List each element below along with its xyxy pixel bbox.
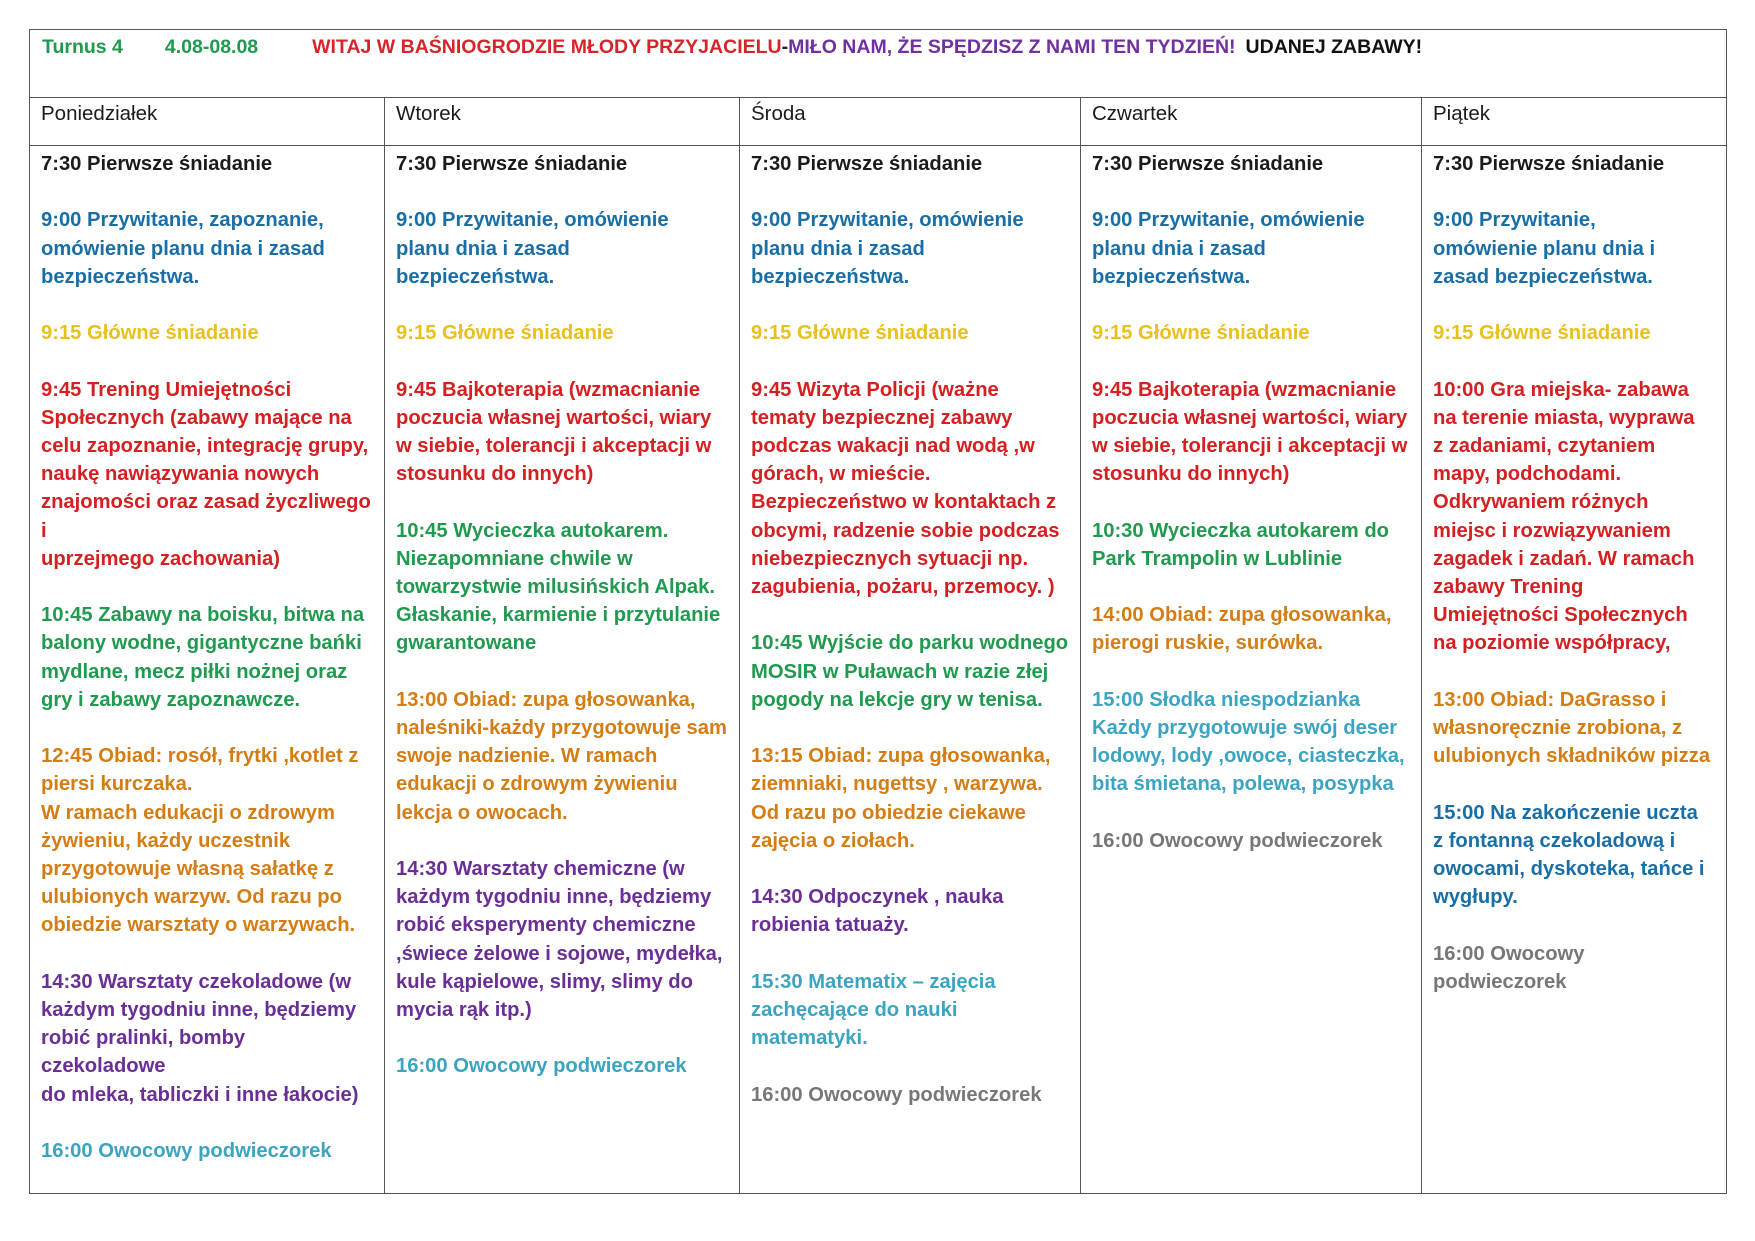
schedule-entry: 16:00 Owocowy podwieczorek (751, 1083, 1042, 1106)
schedule-entry: 15:30 Matematix – zajęcia zachęcające do nauki matematyki. (751, 970, 996, 1050)
schedule-entry: 7:30 Pierwsze śniadanie (1092, 153, 1324, 175)
schedule-entry: 7:30 Pierwsze śniadanie (41, 153, 273, 175)
schedule-entry: 13:00 Obiad: zupa głosowanka, naleśniki-każdy przygotowuje sam swoje nadzienie. W ramach edukacji o zdrowym żywieniu lekcja o owocach. (396, 688, 727, 824)
schedule-entry: 13:15 Obiad: zupa głosowanka, ziemniaki, nugettsy , warzywa. Od razu po obiedzie ciekawe zajęcia o ziołach. (751, 745, 1051, 852)
udanej-text: UDANEJ ZABAWY! (1245, 36, 1423, 58)
schedule-entry: 9:00 Przywitanie, zapoznanie, omówienie planu dnia i zasad bezpieczeństwa. (41, 209, 325, 288)
turnus-label: Turnus 4 (42, 36, 123, 58)
schedule-entry: 13:00 Obiad: DaGrasso i własnoręcznie zrobiona, z ulubionych składników pizza (1433, 688, 1711, 768)
day-column-piatek (1422, 146, 1727, 1194)
title-dash: - (781, 36, 789, 58)
title-row (30, 30, 1727, 98)
schedule-entry: 9:15 Główne śniadanie (1092, 322, 1310, 345)
schedule-entry: 9:15 Główne śniadanie (751, 322, 969, 345)
schedule-entry: 14:00 Obiad: zupa głosowanka, pierogi ruskie, surówka. (1092, 604, 1392, 655)
day-column-poniedzialek (30, 146, 385, 1194)
dates-label: 4.08-08.08 (164, 36, 259, 58)
schedule-entry: 9:45 Wizyta Policji (ważne tematy bezpiecznej zabawy podczas wakacji nad wodą ,w górach, w mieście. Bezpieczeństwo w kontaktach z obcymi, radzenie sobie podczas niebezpiecznych sytuacji np. zagubienia, pożaru, przemocy. ) (751, 378, 1060, 598)
schedule-entry: 15:00 Na zakończenie uczta z fontanną czekoladową i owocami, dyskoteka, tańce i wygłupy. (1433, 801, 1705, 909)
schedule-entry: 9:00 Przywitanie, omówienie planu dnia i zasad bezpieczeństwa. (751, 209, 1024, 288)
schedule-entry: 7:30 Pierwsze śniadanie (396, 153, 628, 175)
title-cell (30, 30, 1727, 98)
schedule-entry: 16:00 Owocowy podwieczorek (396, 1055, 687, 1078)
schedule-entry: 15:00 Słodka niespodzianka Każdy przygotowuje swój deser lodowy, lody ,owoce, ciasteczka, bita śmietana, polewa, posypka (1092, 688, 1405, 796)
day-column-czwartek (1081, 146, 1422, 1194)
schedule-entry: 14:30 Warsztaty czekoladowe (w każdym tygodniu inne, będziemy robić pralinki, bomby czekoladowe do mleka, tabliczki i inne łakocie) (41, 970, 359, 1106)
schedule-entry: 9:00 Przywitanie, omówienie planu dnia i zasad bezpieczeństwa. (1092, 209, 1365, 288)
schedule-entry: 10:45 Wyjście do parku wodnego MOSIR w Puławach w razie złej pogody na lekcje gry w tenisa. (751, 632, 1069, 711)
schedule-entry: 12:45 Obiad: rosół, frytki ,kotlet z piersi kurczaka. W ramach edukacji o zdrowym żywieniu, każdy uczestnik przygotowuje własną sałatkę z ulubionych warzyw. Od razu po obiedzie warsztaty o warzywach. (41, 745, 359, 937)
schedule-entry: 9:15 Główne śniadanie (396, 322, 614, 345)
day-header-poniedzialek: Poniedziałek (30, 98, 385, 146)
day-header-row (30, 98, 1727, 146)
schedule-entry: 7:30 Pierwsze śniadanie (1433, 153, 1665, 175)
schedule-entry: 16:00 Owocowy podwieczorek (1433, 942, 1585, 993)
schedule-entry: 9:45 Trening Umiejętności Społecznych (zabawy mające na celu zapoznanie, integrację grupy, naukę nawiązywania nowych znajomości oraz zasad życzliwego i uprzejmego zachowania) (41, 378, 371, 570)
day-body-row (30, 146, 1727, 1194)
schedule-entry: 7:30 Pierwsze śniadanie (751, 153, 983, 175)
schedule-table (29, 29, 1727, 1194)
schedule-entry: 9:45 Bajkoterapia (wzmacnianie poczucia własnej wartości, wiary w siebie, tolerancji i akceptacji w stosunku do innych) (1092, 378, 1408, 486)
schedule-entry: 16:00 Owocowy podwieczorek (1092, 829, 1383, 852)
day-header-piatek: Piątek (1422, 98, 1727, 146)
schedule-entry: 9:00 Przywitanie, omówienie planu dnia i zasad bezpieczeństwa. (396, 209, 669, 288)
schedule-entry: 14:30 Warsztaty chemiczne (w każdym tygodniu inne, będziemy robić eksperymenty chemiczne ,świece żelowe i sojowe, mydełka, kule kąpielowe, slimy, slimy do mycia rąk itp.) (396, 857, 723, 1021)
day-column-sroda (740, 146, 1081, 1194)
schedule-entry: 9:15 Główne śniadanie (41, 322, 259, 345)
schedule-entry: 14:30 Odpoczynek , nauka robienia tatuaży. (751, 886, 1004, 937)
schedule-entry: 9:00 Przywitanie, omówienie planu dnia i zasad bezpieczeństwa. (1433, 209, 1656, 288)
schedule-entry: 16:00 Owocowy podwieczorek (41, 1140, 332, 1162)
schedule-entry: 10:00 Gra miejska- zabawa na terenie miasta, wyprawa z zadaniami, czytaniem mapy, podchodami. Odkrywaniem różnych miejsc i rozwiązywaniem zagadek i zadań. W ramach zabawy Trening Umiejętności Społecznych na poziomie współpracy, (1433, 378, 1695, 655)
schedule-entry: 10:30 Wycieczka autokarem do Park Trampolin w Lublinie (1092, 519, 1389, 570)
welcome-text: WITAJ W BAŚNIOGRODZIE MŁODY PRZYJACIELU (312, 36, 782, 58)
schedule-entry: 10:45 Zabawy na boisku, bitwa na balony wodne, gigantyczne bańki mydlane, mecz piłki nożnej oraz gry i zabawy zapoznawcze. (41, 604, 365, 711)
day-column-wtorek (385, 146, 740, 1194)
milo-text: MIŁO NAM, ŻE SPĘDZISZ Z NAMI TEN TYDZIEŃ! (788, 36, 1236, 58)
schedule-entry: 10:45 Wycieczka autokarem. Niezapomniane chwile w towarzystwie milusińskich Alpak. Głaskanie, karmienie i przytulanie gwarantowane (396, 519, 721, 655)
schedule-entry: 9:15 Główne śniadanie (1433, 322, 1651, 345)
day-header-sroda: Środa (740, 98, 1081, 146)
day-header-wtorek: Wtorek (385, 98, 740, 146)
schedule-entry: 9:45 Bajkoterapia (wzmacnianie poczucia własnej wartości, wiary w siebie, tolerancji i akceptacji w stosunku do innych) (396, 378, 712, 486)
day-header-czwartek: Czwartek (1081, 98, 1422, 146)
